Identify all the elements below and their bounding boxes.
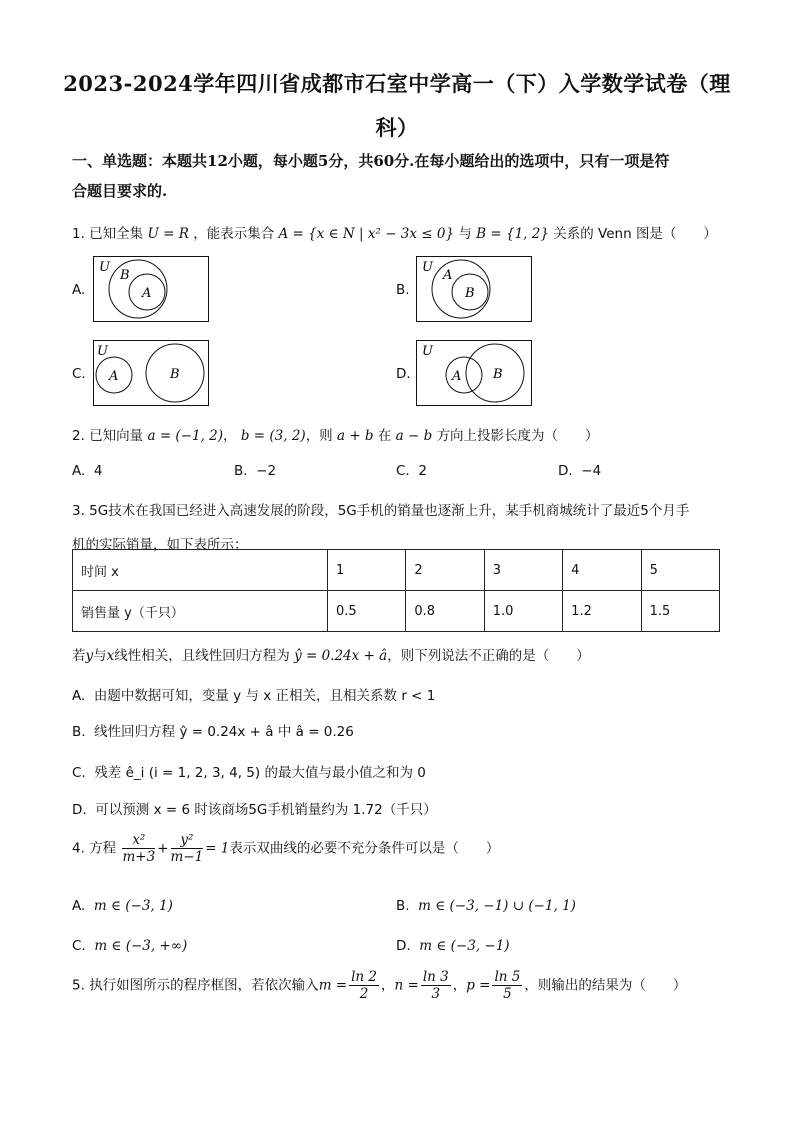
venn-inner-label: A: [142, 286, 152, 301]
q1-venn-word: Venn: [598, 226, 632, 242]
question-5-stem: [72, 969, 732, 1002]
q3-option-a-label: A.: [72, 688, 86, 704]
table-cell: 1.2: [563, 591, 641, 632]
q1-set-b: B = {1, 2}: [476, 226, 549, 242]
q4-text-a: 方程: [89, 840, 117, 857]
table-cell: 0.5: [328, 591, 406, 632]
q5-m-eq: m =: [318, 977, 348, 994]
section-heading-line1: 一、单选题：本题共12小题，每小题5分，共60分.在每小题给出的选项中，只有一项是符: [72, 152, 670, 170]
exam-title-line2: 科）: [375, 115, 419, 140]
q5-text-a: 执行如图所示的程序框图，若依次输入: [89, 977, 319, 994]
universe-label: U: [422, 344, 433, 359]
venn-outer-circle: [432, 260, 490, 318]
q4-fraction-2: [171, 832, 204, 865]
q2-expr-sum: a + b: [336, 428, 374, 444]
table-cell: 1.5: [641, 591, 719, 632]
q5-m-fraction: [349, 969, 379, 1002]
q1-option-c-venn[interactable]: [93, 340, 209, 406]
q4-fraction-1: [122, 832, 155, 865]
q4-den-2: m−1: [170, 849, 204, 865]
q5-p-num: ln 5: [494, 969, 521, 985]
venn-outer-label: B: [120, 268, 130, 283]
q2-option-d[interactable]: [558, 463, 601, 479]
q1-text-c: 与: [458, 226, 472, 242]
table-cell: 5: [641, 550, 719, 591]
q2-option-d-value: −4: [581, 463, 602, 479]
q2-option-c[interactable]: [396, 463, 427, 479]
section-heading-line2: 合题目要求的.: [72, 182, 168, 200]
q2-option-c-value: 2: [418, 463, 427, 479]
q2-text-c: 在: [377, 428, 392, 444]
q3-option-a[interactable]: [72, 684, 435, 704]
venn-outer-label: A: [443, 268, 453, 283]
sales-table: [72, 549, 720, 632]
q4-option-b[interactable]: [396, 898, 576, 914]
universe-box: [417, 341, 532, 406]
q2-expr-diff: a − b: [395, 428, 433, 444]
q3-line1: 3. 5G技术在我国已经进入高速发展的阶段，5G手机的销量也逐渐上升，某手机商城统计了最近5个月手: [72, 503, 690, 519]
q3-option-a-text: 由题中数据可知，变量 y 与 x 正相关，且相关系数 r < 1: [93, 688, 436, 704]
q4-option-d-label: D.: [396, 938, 411, 954]
q5-sep-1: ，: [381, 977, 395, 994]
q4-option-a[interactable]: [72, 898, 173, 914]
q5-p-den: 5: [503, 986, 512, 1002]
q1-option-b-venn[interactable]: [416, 256, 532, 322]
q3-stem-a: 若: [72, 648, 86, 664]
q5-number: 5.: [72, 977, 85, 994]
q2-number: 2.: [72, 428, 85, 444]
q2-option-a-label: A.: [72, 463, 86, 479]
universe-label: U: [99, 260, 110, 275]
q1-number: 1.: [72, 226, 85, 242]
q2-option-a[interactable]: [72, 463, 102, 479]
venn-outer-circle: [109, 260, 167, 318]
q2-separator: ，: [223, 428, 237, 444]
q2-option-b-label: B.: [234, 463, 248, 479]
q1-option-a-label[interactable]: A.: [72, 282, 86, 298]
q2-option-a-value: 4: [93, 463, 103, 479]
q5-n-eq: n =: [394, 977, 419, 994]
q4-option-d[interactable]: [396, 938, 510, 954]
q5-n-fraction: [421, 969, 451, 1002]
q3-option-d[interactable]: [72, 798, 437, 818]
table-row: [73, 550, 720, 591]
q1-text-e: 图是（ ）: [635, 226, 717, 242]
venn-right-label: B: [170, 367, 180, 382]
q2-text-b: ，则: [305, 428, 333, 444]
q4-option-b-label: B.: [396, 898, 410, 914]
q1-option-d-venn[interactable]: [416, 340, 532, 406]
table-cell: 时间 x: [73, 550, 328, 591]
q1-option-c-label[interactable]: C.: [72, 366, 86, 382]
q4-option-c-label: C.: [72, 938, 86, 954]
q5-n-den: 3: [431, 986, 441, 1002]
q4-num-1: x²: [122, 832, 155, 849]
q3-line2: 机的实际销量，如下表所示：: [72, 537, 248, 553]
q3-option-b-text: 线性回归方程 ŷ = 0.24x + â 中 â = 0.26: [94, 724, 354, 740]
q2-text-d: 方向上投影长度为（ ）: [436, 428, 599, 444]
q3-stem-b: 与: [93, 648, 107, 664]
question-1-stem: [72, 224, 732, 244]
q4-option-a-text: m ∈ (−3, 1): [93, 898, 173, 914]
q3-option-b[interactable]: [72, 720, 354, 740]
question-4-stem: [72, 832, 732, 865]
table-cell: 4: [563, 550, 641, 591]
q5-m-den: 2: [359, 986, 369, 1002]
q4-eq: = 1: [205, 840, 230, 857]
q3-option-c-label: C.: [72, 765, 86, 781]
table-cell: 3: [484, 550, 562, 591]
q3-stem-c: 线性相关，且线性回归方程为: [114, 648, 290, 664]
q2-option-b-value: −2: [256, 463, 277, 479]
q3-y: y: [85, 648, 94, 664]
q1-option-b-label[interactable]: B.: [396, 282, 410, 298]
q2-option-c-label: C.: [396, 463, 410, 479]
q2-option-b[interactable]: [234, 463, 276, 479]
q2-text-a: 已知向量: [89, 428, 144, 444]
q3-regression-eq: ŷ = 0.24x + â: [294, 648, 388, 664]
q1-set-a: A = {x ∈ N | x² − 3x ≤ 0}: [278, 226, 455, 242]
q5-p-eq: p =: [466, 977, 491, 994]
table-cell: 1: [328, 550, 406, 591]
q3-x: x: [106, 648, 115, 664]
q5-n-num: ln 3: [422, 969, 449, 985]
q5-m-num: ln 2: [351, 969, 377, 985]
venn-right-label: B: [493, 367, 503, 382]
table-cell: 1.0: [484, 591, 562, 632]
q1-text-d: 关系的: [553, 226, 594, 242]
q4-option-c[interactable]: [72, 938, 187, 954]
q4-text-b: 表示双曲线的必要不充分条件可以是（ ）: [229, 840, 500, 857]
q4-plus: +: [157, 840, 169, 857]
q2-vector-b: b = (3, 2): [240, 428, 306, 444]
q3-option-d-text: 可以预测 x = 6 时该商场5G手机销量约为 1.72（千只）: [95, 802, 437, 818]
q3-stem: [72, 646, 732, 666]
q4-den-1: m+3: [122, 849, 156, 865]
venn-inner-label: B: [465, 286, 475, 301]
table-cell: 2: [406, 550, 484, 591]
q5-text-b: ，则输出的结果为（ ）: [524, 977, 687, 994]
exam-title-line1: 2023-2024学年四川省成都市石室中学高一（下）入学数学试卷（理: [63, 71, 731, 96]
q3-option-c[interactable]: [72, 761, 426, 781]
q3-stem-d: ，则下列说法不正确的是（ ）: [387, 648, 590, 664]
table-cell: 0.8: [406, 591, 484, 632]
venn-left-label: A: [109, 369, 119, 384]
q4-option-a-label: A.: [72, 898, 86, 914]
q2-vector-a: a = (−1, 2): [147, 428, 224, 444]
q2-option-d-label: D.: [558, 463, 573, 479]
universe-label: U: [97, 344, 108, 359]
q3-option-b-label: B.: [72, 724, 86, 740]
universe-label: U: [422, 260, 433, 275]
q5-p-fraction: [492, 969, 522, 1002]
q1-universe-eq: U = R: [147, 226, 189, 242]
q1-text-b: ，能表示集合: [193, 226, 275, 242]
q4-number: 4.: [72, 840, 85, 857]
section-heading: [72, 146, 724, 206]
q1-text-a: 已知全集: [89, 226, 144, 242]
q1-option-d-label[interactable]: D.: [396, 366, 411, 382]
q5-sep-2: ，: [452, 977, 467, 994]
q4-option-d-text: m ∈ (−3, −1): [419, 938, 510, 954]
venn-left-label: A: [452, 369, 462, 384]
q4-option-b-text: m ∈ (−3, −1) ∪ (−1, 1): [418, 898, 576, 914]
table-cell: 销售量 y（千只）: [73, 591, 328, 632]
table-row: [73, 591, 720, 632]
q3-option-c-text: 残差 ê_i (i = 1, 2, 3, 4, 5) 的最大值与最小值之和为 0: [94, 765, 426, 781]
q1-option-a-venn[interactable]: [93, 256, 209, 322]
question-2-stem: [72, 426, 732, 446]
q3-option-d-label: D.: [72, 802, 87, 818]
q4-option-c-text: m ∈ (−3, +∞): [94, 938, 188, 954]
q4-num-2: y²: [171, 832, 204, 849]
